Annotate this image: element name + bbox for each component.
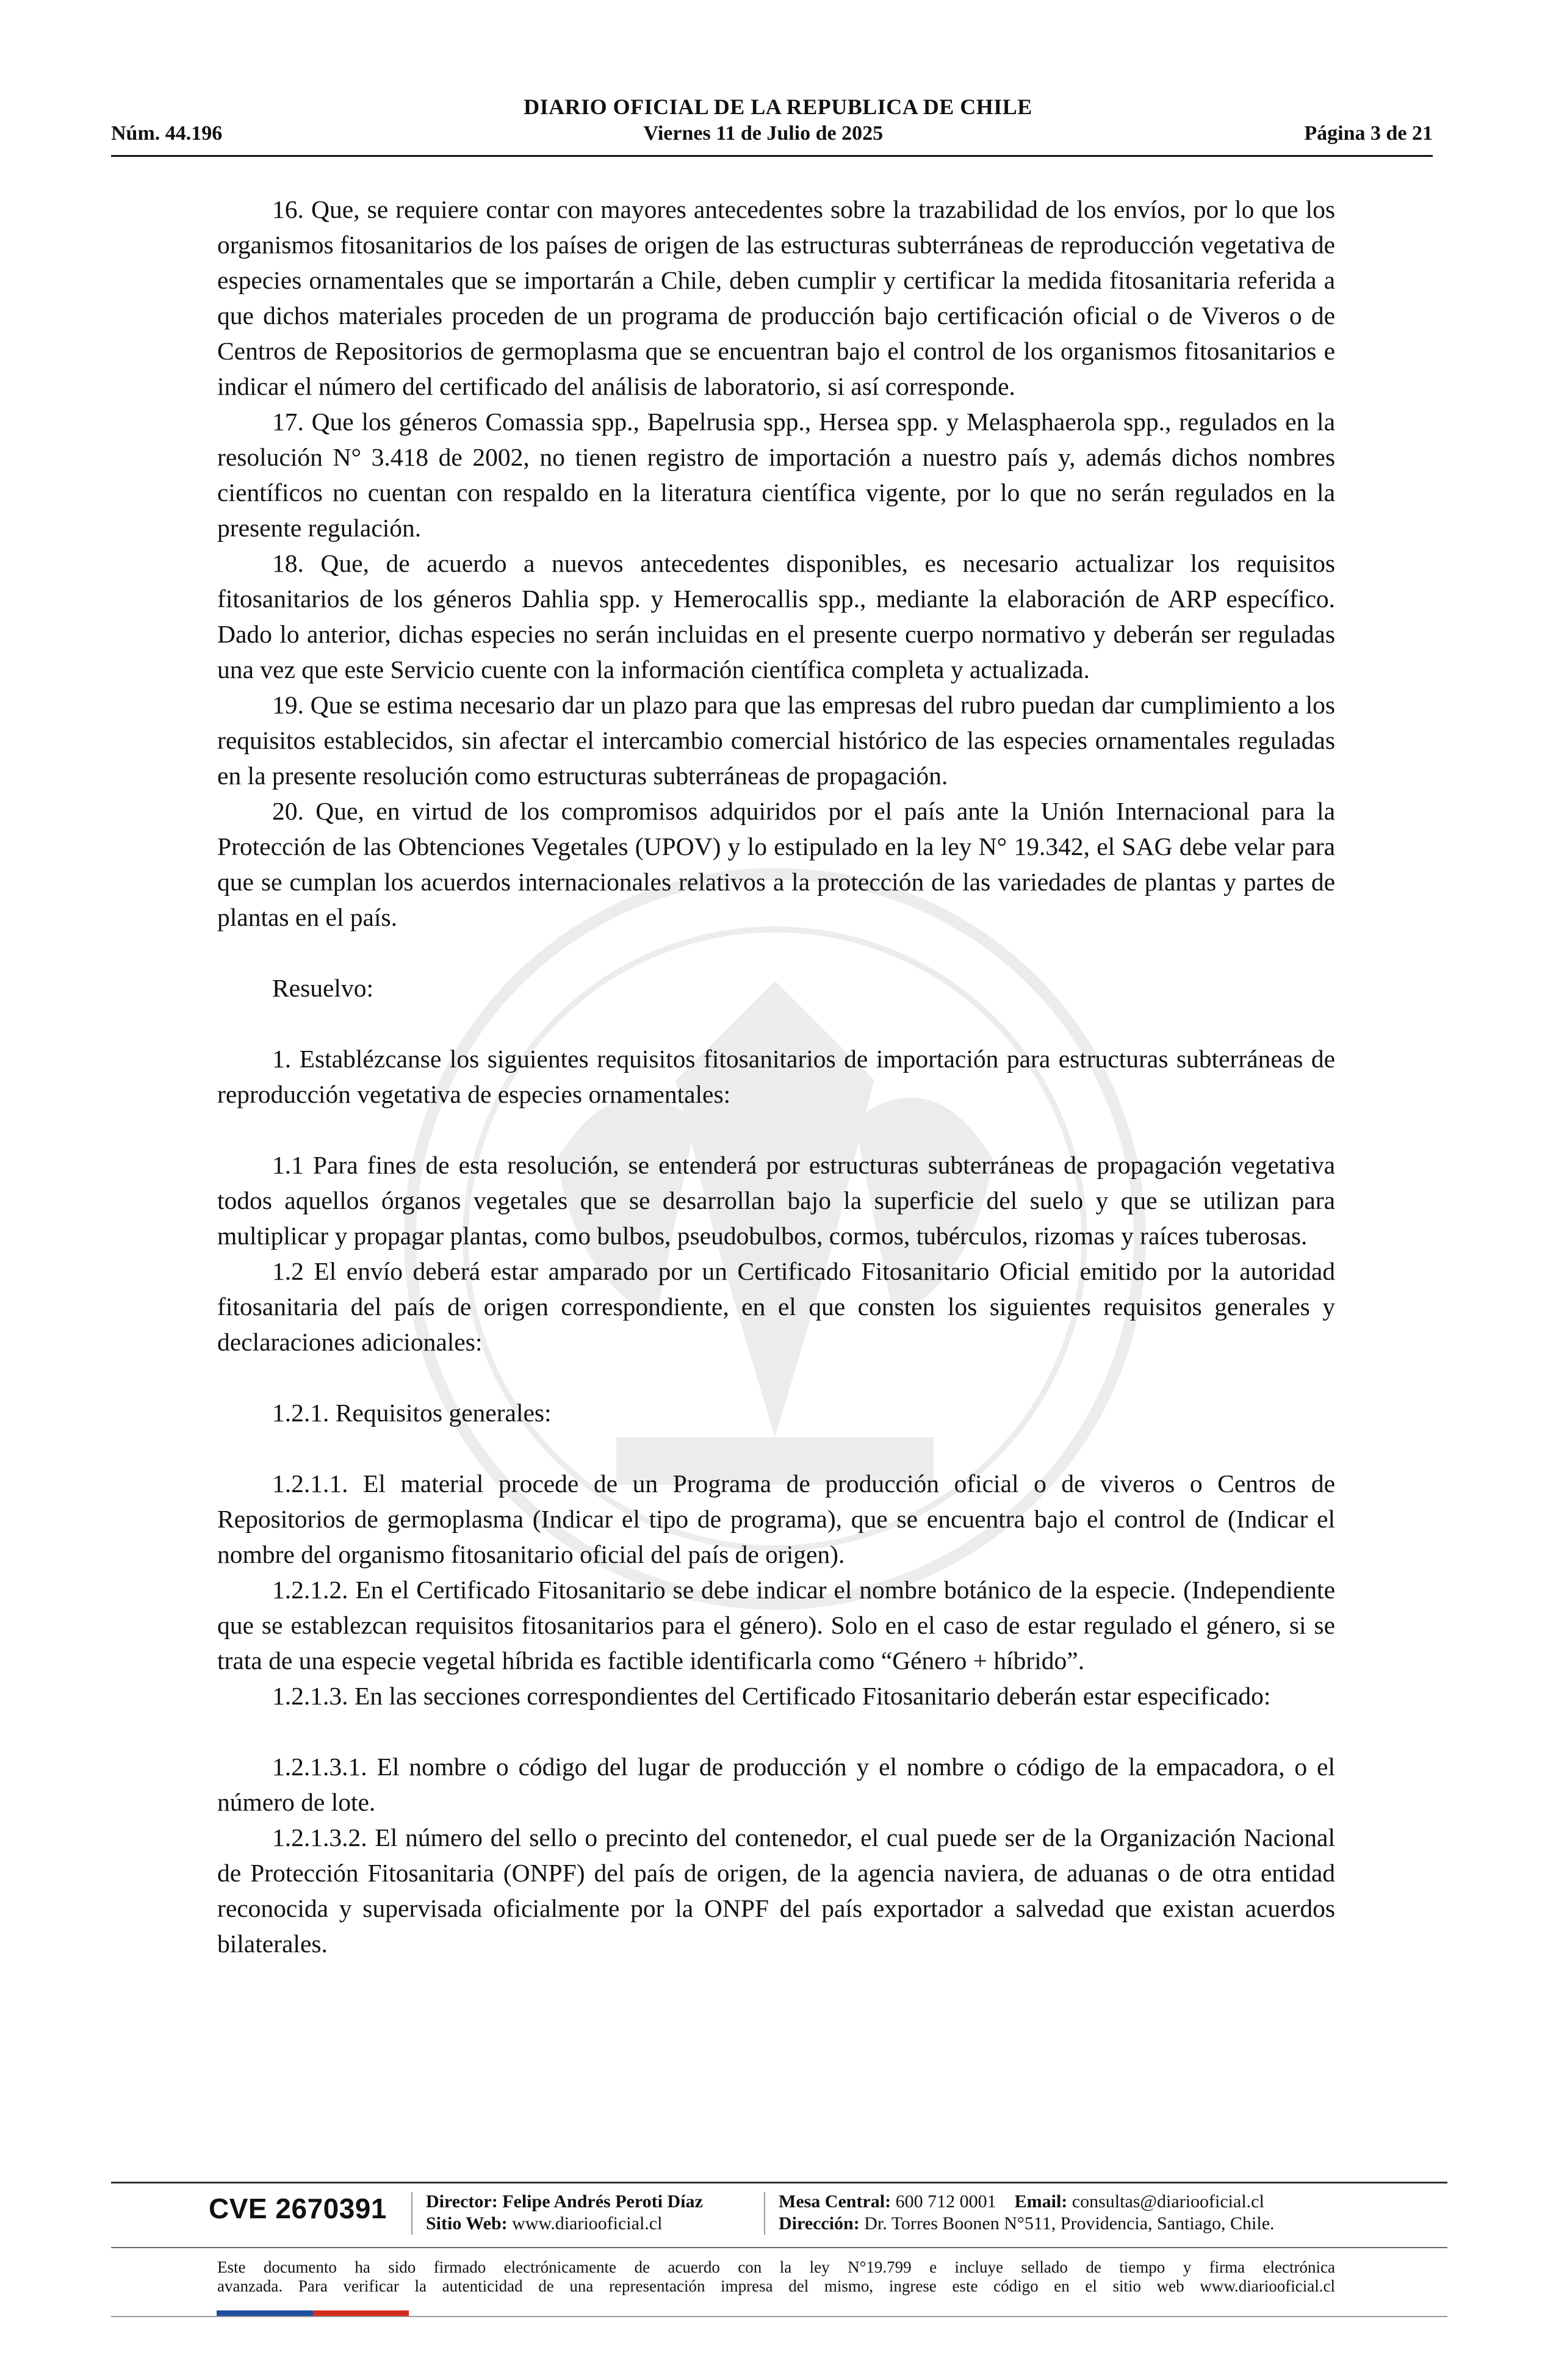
gazette-title: DIARIO OFICIAL DE LA REPUBLICA DE CHILE bbox=[524, 95, 1032, 119]
paragraph: 19. Que se estima necesario dar un plazo para que las empresas del rubro puedan dar cumplimiento a los requisitos establecidos, sin afectar el intercambio comercial histórico de las especies ornamentales reguladas en la presente resolución como estructuras subterráneas de propagación. bbox=[217, 691, 1335, 790]
footer-separator bbox=[764, 2192, 765, 2235]
site-link[interactable]: www.diariooficial.cl bbox=[512, 2213, 663, 2234]
issue-date: Viernes 11 de Julio de 2025 bbox=[643, 122, 884, 145]
section-heading: 1.2.1. Requisitos generales: bbox=[272, 1399, 552, 1427]
mesa-phone: 600 712 0001 bbox=[895, 2191, 996, 2212]
verification-note-line: Este documento ha sido firmado electrónicamente de acuerdo con la ley N°19.799 e incluye sellado de tiempo y firma electrónica bbox=[217, 2258, 1335, 2276]
paragraph: 1.2 El envío deberá estar amparado por un Certificado Fitosanitario Oficial emitido por la autoridad fitosanitaria del país de origen correspondiente, en el que consten los siguientes requisitos generales y declaraciones adicionales: bbox=[217, 1257, 1335, 1356]
site-label: Sitio Web: bbox=[426, 2213, 508, 2234]
director-name: Felipe Andrés Peroti Díaz bbox=[502, 2191, 703, 2212]
cve-code: CVE 2670391 bbox=[209, 2193, 387, 2224]
footer-info bbox=[111, 2190, 1447, 2238]
footer-contact-block bbox=[779, 2191, 1275, 2235]
header-divider bbox=[111, 155, 1433, 157]
email-label: Email: bbox=[1014, 2191, 1068, 2212]
issue-number: Núm. 44.196 bbox=[111, 122, 223, 145]
director-label: Director: bbox=[426, 2191, 498, 2212]
verification-note bbox=[217, 2258, 1335, 2296]
address-label: Dirección: bbox=[779, 2213, 860, 2234]
address-value: Dr. Torres Boonen N°511, Providencia, Santiago, Chile. bbox=[864, 2213, 1275, 2234]
footer-divider bbox=[111, 2247, 1447, 2248]
paragraph: 1.1 Para fines de esta resolución, se entenderá por estructuras subterráneas de propagación vegetativa todos aquellos órganos vegetales que se desarrollan bajo la superficie del suelo y que se utilizan para multiplicar y propagar plantas, como bulbos, pseudobulbos, cormos, tubérculos, rizomas y raíces tuberosas. bbox=[217, 1151, 1335, 1250]
paragraph: 16. Que, se requiere contar con mayores antecedentes sobre la trazabilidad de los envíos, por lo que los organismos fitosanitarios de los países de origen de las estructuras subterráneas de reproducción vegetativa de especies ornamentales que se importarán a Chile, deben cumplir y certificar la medida fitosanitaria referida a que dichos materiales proceden de un programa de producción bajo certificación oficial o de Viveros o de Centros de Repositorios de germoplasma que se encuentran bajo el control de los organismos fitosanitarios e indicar el número del certificado del análisis de laboratorio, si así corresponde. bbox=[217, 195, 1335, 400]
document-body bbox=[217, 192, 1335, 1961]
footer-bottom-rule bbox=[111, 2316, 1447, 2317]
paragraph: 1.2.1.3. En las secciones correspondientes del Certificado Fitosanitario deberán estar especificado: bbox=[272, 1682, 1271, 1710]
footer-director-block bbox=[426, 2191, 703, 2235]
paragraph: 1.2.1.3.1. El nombre o código del lugar de producción y el nombre o código de la empacadora, o el número de lote. bbox=[217, 1753, 1335, 1816]
email-link[interactable]: consultas@diariooficial.cl bbox=[1072, 2191, 1264, 2212]
paragraph: 17. Que los géneros Comassia spp., Bapelrusia spp., Hersea spp. y Melasphaerola spp., regulados en la resolución N° 3.418 de 2002, no tienen registro de importación a nuestro país y, además dichos nombres científicos no cuentan con respaldo en la literatura científica vigente, por lo que no serán regulados en la presente regulación. bbox=[217, 408, 1335, 542]
paragraph: 1. Establézcanse los siguientes requisitos fitosanitarios de importación para estructuras subterráneas de reproducción vegetativa de especies ornamentales: bbox=[217, 1045, 1335, 1108]
paragraph: 18. Que, de acuerdo a nuevos antecedentes disponibles, es necesario actualizar los requisitos fitosanitarios de los géneros Dahlia spp. y Hemerocallis spp., mediante la elaboración de ARP específico. Dado lo anterior, dichas especies no serán incluidas en el presente cuerpo normativo y deberán ser reguladas una vez que este Servicio cuente con la información científica completa y actualizada. bbox=[217, 549, 1335, 683]
paragraph: 1.2.1.2. En el Certificado Fitosanitario se debe indicar el nombre botánico de la especie. (Independiente que se establezcan requisitos fitosanitarios para el género). Solo en el caso de estar regulado el género, si se trata de una especie vegetal híbrida es factible identificarla como “Género + híbrido”. bbox=[217, 1576, 1335, 1675]
paragraph: 1.2.1.1. El material procede de un Programa de producción oficial o de viveros o Centros de Repositorios de germoplasma (Indicar el tipo de programa), que se encuentra bajo el control de (Indicar el nombre del organismo fitosanitario oficial del país de origen). bbox=[217, 1469, 1335, 1568]
mesa-label: Mesa Central: bbox=[779, 2191, 891, 2212]
paragraph: 1.2.1.3.2. El número del sello o precinto del contenedor, el cual puede ser de la Organización Nacional de Protección Fitosanitaria (ONPF) del país de origen, de la agencia naviera, de aduanas o de otra entidad reconocida y supervisada oficialmente por la ONPF del país exportador a salvedad que existan acuerdos bilaterales. bbox=[217, 1823, 1335, 1958]
page-indicator: Página 3 de 21 bbox=[1304, 122, 1433, 145]
header-row bbox=[111, 122, 1433, 145]
resolution-heading: Resuelvo: bbox=[272, 974, 373, 1002]
footer-separator bbox=[411, 2192, 412, 2235]
verification-note-line: avanzada. Para verificar la autenticidad de una representación impresa del mismo, ingrese este código en el sitio web www.diariooficial.cl bbox=[217, 2277, 1335, 2295]
footer-divider bbox=[111, 2182, 1447, 2183]
paragraph: 20. Que, en virtud de los compromisos adquiridos por el país ante la Unión Internacional para la Protección de las Obtenciones Vegetales (UPOV) y lo estipulado en la ley N° 19.342, el SAG debe velar para que se cumplan los acuerdos internacionales relativos a la protección de las variedades de plantas y partes de plantas en el país. bbox=[217, 797, 1335, 931]
